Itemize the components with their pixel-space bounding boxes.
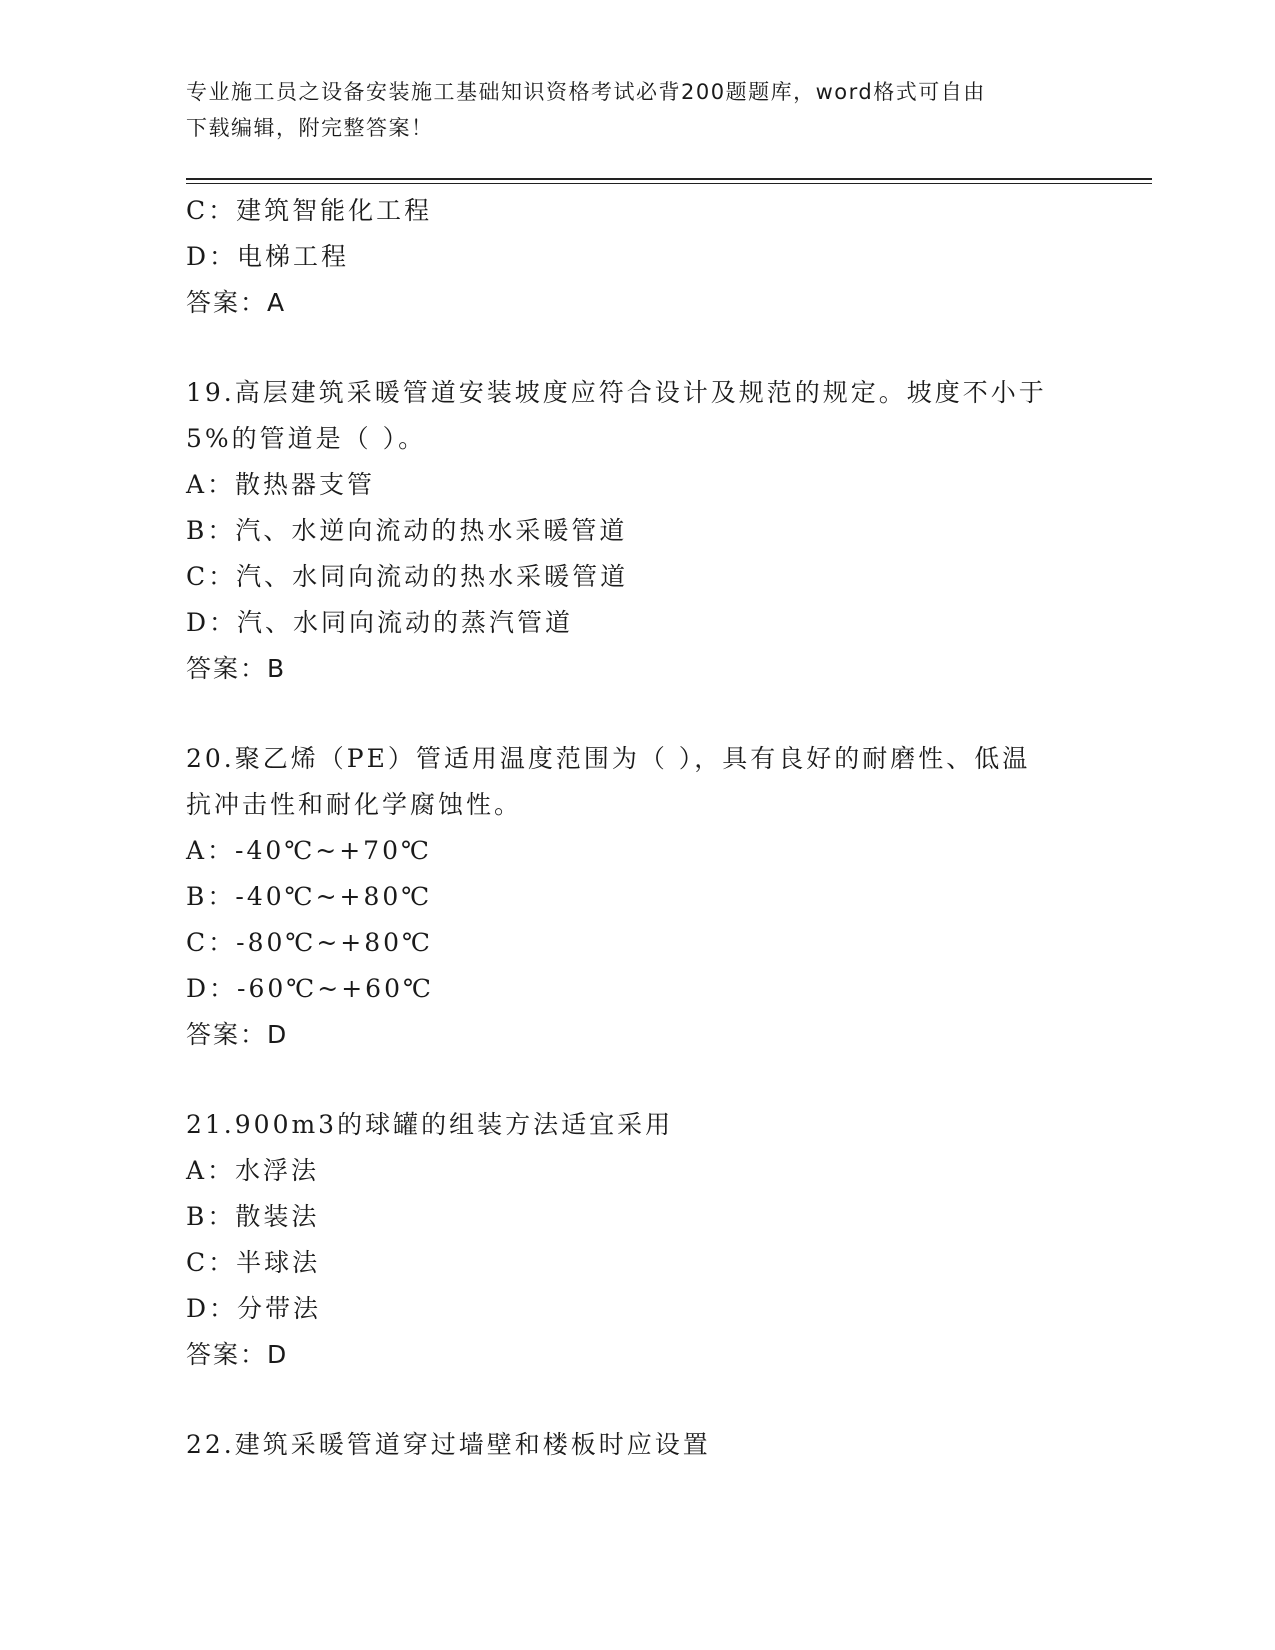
header-divider-thin [186,183,1152,184]
option-a: A：散热器支管 [186,470,376,499]
document-body [186,188,1152,1468]
question-20 [186,736,1152,1058]
question-text-line: 21.900m3的球罐的组装方法适宜采用 [186,1110,674,1139]
option-b: B：散装法 [186,1202,320,1231]
option-d: D：-60℃~+60℃ [186,974,434,1003]
question-22 [186,1422,1152,1468]
option-c: C：建筑智能化工程 [186,196,433,225]
answer: 答案：D [186,1020,289,1049]
answer: 答案：B [186,654,287,683]
option-c: C：汽、水同向流动的热水采暖管道 [186,562,629,591]
header-line-2: 下载编辑，附完整答案！ [186,116,434,140]
question-text-line: 19.高层建筑采暖管道安装坡度应符合设计及规范的规定。坡度不小于 [186,378,1047,407]
header-line-1: 专业施工员之设备安装施工基础知识资格考试必背200题题库，word格式可自由 [186,80,986,104]
option-b: B：汽、水逆向流动的热水采暖管道 [186,516,628,545]
document-header [186,74,1086,146]
answer: 答案：D [186,1340,289,1369]
option-a: A：水浮法 [186,1156,320,1185]
answer: 答案：A [186,288,287,317]
option-c: C：半球法 [186,1248,321,1277]
option-d: D：汽、水同向流动的蒸汽管道 [186,608,574,637]
question-text-line: 20.聚乙烯（PE）管适用温度范围为（ ），具有良好的耐磨性、低温 [186,744,1031,773]
question-18-continued [186,188,1152,326]
question-19 [186,370,1152,692]
option-d: D：电梯工程 [186,242,350,271]
header-divider-thick [186,178,1152,180]
option-c: C：-80℃~+80℃ [186,928,434,957]
option-d: D：分带法 [186,1294,322,1323]
option-a: A：-40℃~+70℃ [186,836,432,865]
question-21 [186,1102,1152,1378]
question-text-line: 5%的管道是（ ）。 [186,424,427,453]
option-b: B：-40℃~+80℃ [186,882,433,911]
question-text-line: 抗冲击性和耐化学腐蚀性。 [186,790,523,819]
question-text-line: 22.建筑采暖管道穿过墙壁和楼板时应设置 [186,1430,711,1459]
